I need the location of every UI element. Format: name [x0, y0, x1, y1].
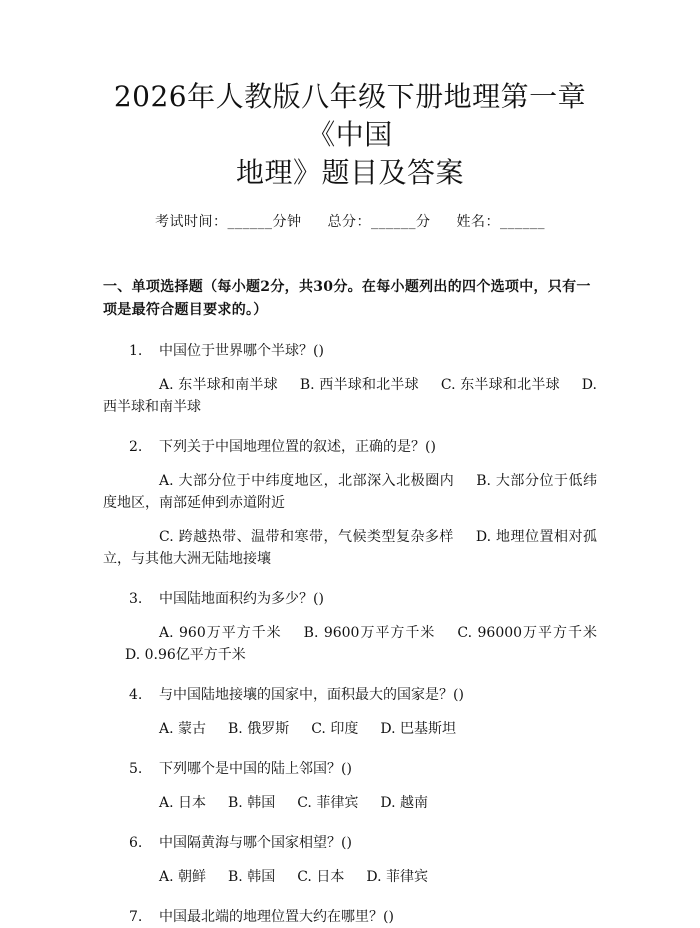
answer-option: B. 大部分位于低纬度地区，南部延伸到赤道附近	[103, 473, 597, 511]
question-number: 1.	[129, 343, 143, 359]
answer-option: D. 越南	[380, 795, 428, 811]
exam-time-field: 考试时间：______分钟	[155, 214, 302, 230]
question-text: 与中国陆地接壤的国家中，面积最大的国家是？()	[159, 687, 464, 703]
question-item	[103, 906, 597, 928]
question-text: 下列关于中国地理位置的叙述，正确的是？()	[159, 439, 436, 455]
answer-option: A. 960万平方千米	[159, 625, 282, 641]
option-row	[103, 622, 597, 666]
question-text: 下列哪个是中国的陆上邻国？()	[159, 761, 352, 777]
answer-option: C. 印度	[311, 721, 359, 737]
document-title	[103, 0, 597, 192]
exam-name-field: 姓名：______	[456, 214, 545, 230]
question-item	[103, 684, 597, 706]
option-row	[103, 866, 597, 888]
question-list	[103, 340, 597, 928]
question-item	[103, 436, 597, 458]
answer-option: D. 0.96亿平方千米	[125, 647, 246, 663]
answer-option: C. 跨越热带、温带和寒带，气候类型复杂多样	[159, 529, 454, 545]
answer-option: B. 西半球和北半球	[299, 377, 419, 393]
question-item	[103, 758, 597, 780]
answer-option: B. 俄罗斯	[228, 721, 290, 737]
answer-option: A. 大部分位于中纬度地区，北部深入北极圈内	[159, 473, 455, 489]
answer-option: C. 日本	[297, 869, 345, 885]
answer-option: A. 蒙古	[159, 721, 207, 737]
answer-option: D. 菲律宾	[366, 869, 428, 885]
question-text: 中国陆地面积约为多少？()	[159, 591, 324, 607]
exam-score-field: 总分：______分	[327, 214, 431, 230]
answer-option: D. 巴基斯坦	[380, 721, 456, 737]
question-number: 3.	[129, 591, 143, 607]
answer-option: B. 韩国	[228, 869, 276, 885]
answer-option: D. 西半球和南半球	[103, 377, 597, 415]
answer-option: A. 日本	[159, 795, 207, 811]
answer-option: D. 地理位置相对孤立，与其他大洲无陆地接壤	[103, 529, 597, 567]
question-number: 7.	[129, 909, 143, 925]
answer-option: A. 东半球和南半球	[159, 377, 278, 393]
question-item	[103, 832, 597, 854]
question-item	[103, 588, 597, 610]
title-line-2: 地理》题目及答案	[235, 156, 464, 189]
question-number: 5.	[129, 761, 143, 777]
title-line-1: 2026年人教版八年级下册地理第一章《中国	[113, 80, 587, 151]
option-row	[103, 792, 597, 814]
answer-option: C. 菲律宾	[297, 795, 359, 811]
option-row	[103, 718, 597, 740]
answer-option: B. 9600万平方千米	[303, 625, 436, 641]
answer-option: C. 96000万平方千米	[457, 625, 597, 641]
question-number: 2.	[129, 439, 143, 455]
option-row	[103, 526, 597, 570]
question-number: 6.	[129, 835, 143, 851]
question-item	[103, 340, 597, 362]
question-text: 中国最北端的地理位置大约在哪里？()	[159, 909, 394, 925]
option-row	[103, 470, 597, 514]
section-heading: 一、单项选择题（每小题2分，共30分。在每小题列出的四个选项中，只有一项是最符合题目要求的。）	[103, 279, 591, 318]
answer-option: C. 东半球和北半球	[440, 377, 560, 393]
answer-option: A. 朝鲜	[159, 869, 207, 885]
question-text: 中国隔黄海与哪个国家相望？()	[159, 835, 352, 851]
option-row	[103, 374, 597, 418]
exam-info	[103, 212, 597, 232]
question-number: 4.	[129, 687, 143, 703]
question-text: 中国位于世界哪个半球？()	[159, 343, 324, 359]
answer-option: B. 韩国	[228, 795, 276, 811]
